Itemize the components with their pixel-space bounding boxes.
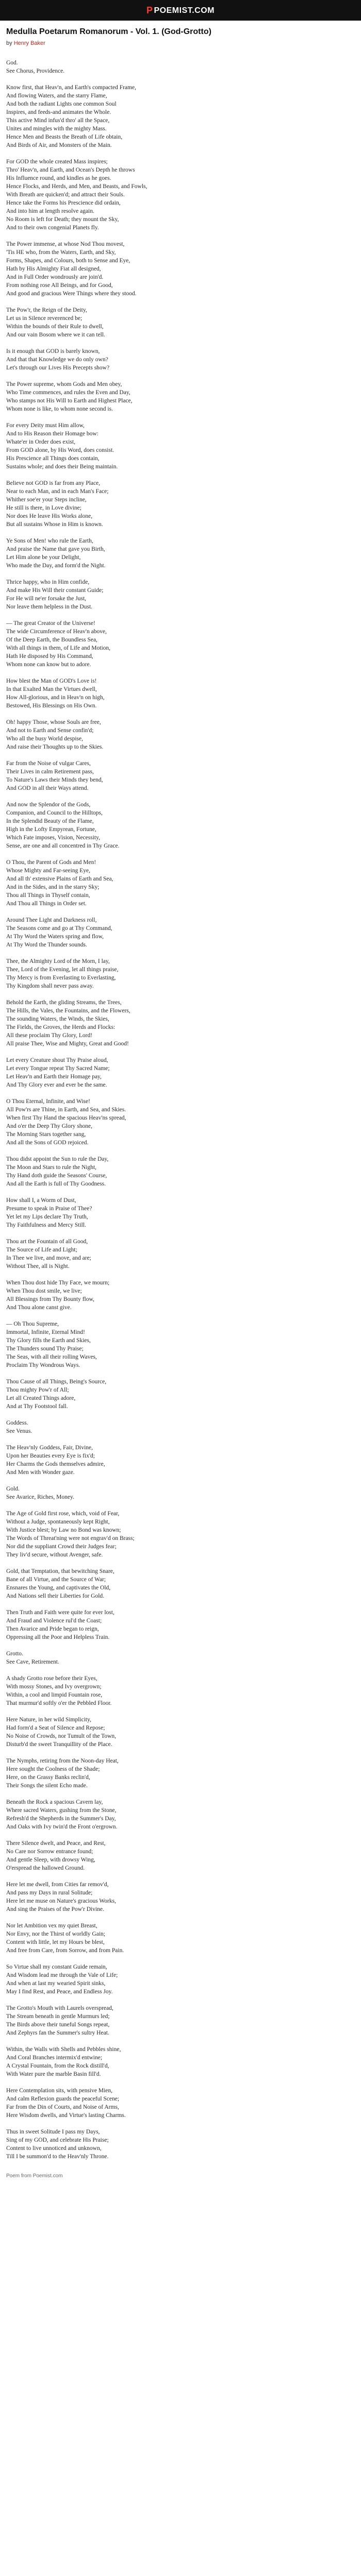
poem-line: Let all Created Things adore, [6, 1395, 76, 1401]
poem-line: 'Tis HE who, from the Waters, Earth, and Sky, [6, 249, 116, 256]
poem-line: Far from the Noise of vulgar Cares, [6, 760, 91, 767]
poem-line: Nor does He leave His Works alone, [6, 513, 93, 519]
poem-line: And now the Splendor of the Gods, [6, 802, 91, 808]
stanza [6, 1798, 347, 1831]
poem-line: No Room is left for Death; they mount the Sky, [6, 216, 119, 223]
poem-line: Upon her Beauties every Eye is fix'd; [6, 1453, 95, 1459]
poem-line: And not to Earth and Sense confin'd; [6, 727, 94, 734]
stanza [6, 83, 347, 149]
poem-line: The Source of Life and Light; [6, 1247, 77, 1253]
poem-line: And Thou alone canst give. [6, 1304, 72, 1311]
poem-line: A shady Grotto rose before their Eyes, [6, 1675, 97, 1682]
poem-line: And calm Reflexion guards the peaceful Scene; [6, 2096, 120, 2102]
poem-line: A Crystal Fountain, from the Rock distill'd, [6, 2063, 109, 2069]
poem-line: And pass my Days in rural Solitude; [6, 1890, 93, 1896]
poem-line: How All-glorious, and in Heav'n on high, [6, 694, 105, 701]
poem-line: Without a Judge, spontaneously kept Right, [6, 1519, 110, 1525]
poem-line: The Words of Threat'ning were not engrav'd on Brass; [6, 1535, 135, 1541]
poem-line: The sounding Waters, the Winds, the Skies, [6, 1016, 109, 1022]
poem-line: Thou all Things in Thyself contain, [6, 892, 90, 899]
poem-line: Hath He disposed by His Command, [6, 653, 93, 659]
poem-line: Here Nature, in her wild Simplicity, [6, 1717, 92, 1723]
stanza [6, 1444, 347, 1477]
poem-line: Then Truth and Faith were quite for ever lost, [6, 1609, 114, 1616]
poem-line: The Fields, the Groves, the Herds and Flocks: [6, 1024, 116, 1030]
poem-line: In that Exalted Man the Virtues dwell, [6, 686, 97, 692]
poem-line: The Power supreme, whom Gods and Men obey, [6, 381, 122, 387]
poem-line: And to their own congenial Planets fly. [6, 225, 99, 231]
poem-line: And Birds of Air, and Monsters of the Main. [6, 142, 112, 148]
poem-line: Who stamps not His Will to Earth and Highest Place, [6, 398, 133, 404]
poem-line: There Silence dwelt, and Peace, and Rest, [6, 1840, 106, 1846]
poem-line: For GOD the whole created Mass inspires; [6, 159, 108, 165]
stanza [6, 1650, 347, 1666]
stanza [6, 1279, 347, 1312]
poem-content [6, 27, 347, 2179]
poem-line: All praise Thee, Wise and Mighty, Great and Good! [6, 1041, 129, 1047]
stanza [6, 2004, 347, 2037]
poem-line: And praise the Name that gave you Birth, [6, 546, 105, 552]
poem-line: The Age of Gold first rose, which, void of Fear, [6, 1511, 120, 1517]
poem-line: Behold the Earth, the gliding Streams, the Trees, [6, 999, 122, 1006]
poem-line: Ye Sons of Men! who rule the Earth, [6, 538, 93, 544]
poem-line: From nothing rose All Beings, and for Good, [6, 282, 113, 289]
poem-line: See Chorus, Providence. [6, 68, 65, 74]
poem-line: Thee, the Almighty Lord of the Morn, I lay, [6, 958, 110, 964]
poem-line: Proclaim Thy Wondrous Ways. [6, 1362, 80, 1368]
poem-line: Sense, are one and all concentred in Thy Grace. [6, 843, 120, 849]
poem-line: And Oaks with Ivy twin'd the Front o'ergrown. [6, 1824, 118, 1830]
poem-line: Whose Mighty and Far-seeing Eye, [6, 868, 90, 874]
poem-line: And all th' extensive Plains of Earth and Sea, [6, 876, 113, 882]
poem-line: Far from the Din of Courts, and Noise of Arms, [6, 2104, 119, 2110]
poem-line: Let Heav'n and Earth their Homage pay, [6, 1074, 102, 1080]
stanza [6, 1378, 347, 1411]
poem-line: And Thou all Things in Order set. [6, 901, 87, 907]
poem-line: Here Contemplation sits, with pensive Mien, [6, 2088, 113, 2094]
poem-line: Is it enough that GOD is barely known, [6, 348, 100, 354]
stanza [6, 240, 347, 298]
poem-line: The Power immense, at whose Nod Thou movest, [6, 241, 125, 247]
poem-line: And sing the Praises of the Pow'r Divine. [6, 1906, 104, 1912]
site-logo-text: POEMIST.COM [154, 6, 215, 15]
poem-line: Hence take the Forms his Prescience did ordain, [6, 200, 121, 206]
stanza [6, 957, 347, 990]
poem-line: And all the Sons of GOD rejoiced. [6, 1140, 89, 1146]
poem-line: All these proclaim Thy Glory, Lord! [6, 1032, 93, 1039]
stanza [6, 1608, 347, 1641]
poem-line: Here Wisdom dwells, and Virtue's lasting Charms. [6, 2112, 126, 2119]
stanza [6, 1056, 347, 1089]
poem-line: Thou Cause of all Things, Being's Source, [6, 1379, 107, 1385]
stanza [6, 2128, 347, 2161]
stanza [6, 1238, 347, 1270]
stanza [6, 1839, 347, 1872]
poem-line: Goddess. [6, 1420, 28, 1426]
stanza [6, 1674, 347, 1707]
stanza [6, 1757, 347, 1790]
poem-line: And all the Earth is full of Thy Goodness. [6, 1181, 106, 1187]
poem-line: The Seasons come and go at Thy Command, [6, 925, 112, 931]
poem-body [6, 59, 347, 2161]
stanza [6, 998, 347, 1048]
poem-line: And in Full Order wondrously are join'd. [6, 274, 104, 280]
poem-line: Hence Men and Beasts the Breath of Life obtain, [6, 134, 123, 140]
poem-line: Bestowed, His Blessings on His Own. [6, 703, 97, 709]
poem-line: And flowing Waters, and the starry Flame, [6, 93, 107, 99]
poem-line: Here, on the Grassy Banks reclin'd, [6, 1774, 90, 1781]
poem-line: Yet let my Lips declare Thy Truth, [6, 1214, 88, 1220]
poem-line: Bane of all Virtue, and the Source of War; [6, 1577, 106, 1583]
poem-line: And when at last my wearied Spirit sinks, [6, 1980, 106, 1987]
poem-line: Nor Envy, nor the Thirst of worldly Gain; [6, 1931, 105, 1937]
poem-line: This active Mind infus'd thro' all the Space, [6, 117, 110, 124]
poem-line: Then Avarice and Pride began to reign, [6, 1626, 99, 1632]
poem-line: — Oh Thou Supreme, [6, 1321, 59, 1327]
poem-line: And in the Sides, and in the starry Sky; [6, 884, 100, 890]
stanza [6, 1485, 347, 1501]
poem-line: Nor did the suppliant Crowd their Judges fear; [6, 1544, 117, 1550]
poem-line: Who made the Day, and form'd the Night. [6, 563, 106, 569]
poem-line: Believe not GOD is far from any Place, [6, 480, 101, 486]
stanza [6, 677, 347, 710]
stanza [6, 1320, 347, 1369]
poem-line: Thou art the Fountain of all Good, [6, 1239, 88, 1245]
poem-line: With Justice blest; by Law no Bond was known; [6, 1527, 121, 1533]
poem-line: Thy Hand doth guide the Seasons' Course, [6, 1173, 107, 1179]
poem-line: O Thou, the Parent of Gods and Men! [6, 859, 96, 866]
poem-line: Companion, and Council to the Hilltops, [6, 810, 103, 816]
poem-line: All Blessings from Thy Bounty flow, [6, 1296, 94, 1302]
poem-line: The wide Circumference of Heav'n above, [6, 629, 107, 635]
poem-line: And that that Knowledge we do only own? [6, 357, 108, 363]
poem-line: The Seas, with all their rolling Waves, [6, 1354, 97, 1360]
poem-line: With all things in them, of Life and Motion, [6, 645, 111, 651]
poem-line: Grotto. [6, 1651, 23, 1657]
poem-line: For every Deity must Him allow, [6, 422, 85, 429]
poem-line: Sing of my GOD, and celebrate His Praise; [6, 2137, 109, 2143]
stanza [6, 858, 347, 908]
poem-line: The Heav'nly Goddess, Fair, Divine, [6, 1445, 93, 1451]
poem-line: Let every Creature shout Thy Praise aloud, [6, 1057, 108, 1063]
poem-line: To Nature's Laws their Minds they bend, [6, 777, 103, 783]
poem-line: Oppressing all the Poor and Helpless Train. [6, 1634, 110, 1640]
top-navigation-bar [0, 0, 361, 21]
poem-byline [6, 40, 347, 46]
poem-line: Within the bounds of their Rule to dwell, [6, 324, 104, 330]
poem-line: Without Thee, all is Night. [6, 1263, 70, 1269]
poem-line: And at Thy Footstool fall. [6, 1403, 68, 1410]
poem-line: And Zephyrs fan the Summer's sultry Heat. [6, 2030, 109, 2036]
poem-line: And to His Reason their Homage bow: [6, 431, 99, 437]
poem-line: The Pow'r, the Reign of the Deity, [6, 307, 87, 313]
poem-line: — The great Creator of the Universe! [6, 620, 95, 626]
poem-line: May I find Rest, and Peace, and Endless Joy. [6, 1989, 113, 1995]
poem-line: Thy Kingdom shall never pass away. [6, 983, 94, 989]
stanza [6, 347, 347, 372]
poem-line: See Venus. [6, 1428, 32, 1434]
poem-line: See Cave, Retirement. [6, 1659, 59, 1665]
poem-line: Ensnares the Young, and captivates the Old, [6, 1585, 111, 1591]
poem-line: No Noise of Crowds, nor Tumult of the Town, [6, 1733, 117, 1739]
poem-line: Here let me dwell, from Cities far remov'd, [6, 1882, 109, 1888]
poem-line: O Thou Eternal, Infinite, and Wise! [6, 1098, 90, 1105]
poem-line: And into him at length resolve again. [6, 208, 94, 214]
poem-line: Thee, Lord of the Evening, let all things praise, [6, 967, 119, 973]
poem-line: From GOD alone, by His Word, does consist. [6, 447, 114, 453]
poem-line: The Grotto's Mouth with Laurels overspread, [6, 2005, 113, 2011]
stanza [6, 1419, 347, 1435]
poem-line: Oh! happy Those, whose Souls are free, [6, 719, 101, 725]
stanza [6, 380, 347, 413]
poem-line: Thus in sweet Solitude I pass my Days, [6, 2129, 100, 2135]
poem-line: With Water pure the marble Basin fill'd. [6, 2071, 101, 2077]
poem-line: Inspires, and feeds-and animates the Whole. [6, 109, 111, 115]
poem-line: And Men with Wonder gaze. [6, 1469, 75, 1476]
poem-line: Thy Glory fills the Earth and Skies, [6, 1337, 91, 1344]
poem-line: And good and gracious Were Things where they stood. [6, 291, 137, 297]
poem-line: At Thy Word the Thunder sounds. [6, 942, 87, 948]
poem-line: And gentle Sleep, with drowsy Wing, [6, 1857, 95, 1863]
poem-line: His Influence round, and kindles as he goes. [6, 175, 111, 181]
poem-line: Presume to speak in Praise of Thee? [6, 1206, 92, 1212]
poem-line: The Morning Stars together sang, [6, 1131, 86, 1138]
stanza [6, 578, 347, 611]
poem-line: Till I be summon'd to the Heav'nly Throne. [6, 2154, 109, 2160]
poem-line: Where sacred Waters, gushing from the Stone, [6, 1807, 117, 1814]
poem-line: That murmur'd softly o'er the Pebbled Floor. [6, 1700, 112, 1706]
poem-line: God. [6, 60, 18, 66]
poem-line: But all sustains Whose in Him is known. [6, 521, 103, 528]
poem-line: Within, a cool and limpid Fountain rose, [6, 1692, 103, 1698]
poem-line: And both the radiant Lights one common Soul [6, 101, 117, 107]
poem-line: The Moon and Stars to rule the Night, [6, 1164, 97, 1171]
poem-line: See Avarice, Riches, Money. [6, 1494, 74, 1500]
poem-line: Forms, Shapes, and Colours, both to Sense and Eye, [6, 258, 130, 264]
poem-line: O'erspread the hallowed Ground. [6, 1865, 85, 1871]
poem-line: The Birds above their tuneful Songs repeat, [6, 2022, 110, 2028]
poem-line: Here sought the Coolness of the Shade; [6, 1766, 100, 1772]
poem-line: Thy Faithfulness and Mercy Still. [6, 1222, 86, 1228]
stanza [6, 619, 347, 669]
stanza [6, 306, 347, 339]
poem-line: How blest the Man of GOD's Love is! [6, 678, 97, 684]
stanza [6, 1963, 347, 1996]
stanza [6, 718, 347, 751]
source-note: Poem from Poemist.com [6, 2173, 63, 2179]
stanza [6, 1196, 347, 1229]
stanza [6, 158, 347, 232]
poem-line: With mossy Stones, and Ivy overgrown; [6, 1684, 102, 1690]
poem-line: Hence Flocks, and Herds, and Men, and Beasts, and Fowls, [6, 183, 147, 190]
author-link[interactable]: Henry Baker [13, 40, 45, 46]
poem-line: And make His Will their constant Guide; [6, 587, 104, 594]
poem-line: All Pow'rs are Thine, in Earth, and Sea, and Skies. [6, 1107, 126, 1113]
poem-line: He still is there, in Love divine; [6, 505, 81, 511]
site-logo[interactable] [146, 5, 215, 16]
poem-line: And Fraud and Violence rul'd the Coast; [6, 1618, 102, 1624]
poem-line: For He will ne'er forsake the Just, [6, 596, 87, 602]
poem-line: The Hills, the Vales, the Fountains, and the Flowers, [6, 1008, 130, 1014]
poem-line: Refresh'd the Shepherds in the Summer's Day, [6, 1816, 116, 1822]
stanza [6, 59, 347, 75]
poem-line: Nor leave them helpless in the Dust. [6, 604, 93, 610]
poem-line: Had form'd a Seat of Silence and Repose; [6, 1725, 105, 1731]
poem-line: When Thou dost smile, we live; [6, 1288, 82, 1294]
poem-line: In Thee we live, and move, and are; [6, 1255, 91, 1261]
poem-line: Gold. [6, 1486, 20, 1492]
poem-line: Sustains whole; and does their Being maintain. [6, 464, 118, 470]
poem-line: How shall I, a Worm of Dust, [6, 1197, 76, 1204]
poem-line: Let Him alone be your Delight, [6, 554, 81, 561]
poem-line: In the Splendid Beauty of the Flame, [6, 818, 94, 824]
poem-line: Hath by His Almighty Fiat all designed, [6, 266, 101, 272]
poem-line: Nor let Ambition vex my quiet Breast, [6, 1923, 97, 1929]
poem-line: Near to each Man, and in each Man's Face; [6, 488, 109, 495]
poem-line: Her Charms the Gods themselves admire, [6, 1461, 105, 1467]
poem-line: Whom none can know but to adore. [6, 662, 91, 668]
poem-line: Thy Mercy is from Everlasting to Everlasting, [6, 975, 116, 981]
poem-line: Their Lives in calm Retirement pass, [6, 769, 94, 775]
stanza [6, 1716, 347, 1749]
poem-line: His Prescience all Things does contain, [6, 455, 100, 462]
poem-line: Who all the busy World despise, [6, 736, 83, 742]
poem-line: Of the Deep Earth, the Boundless Sea, [6, 637, 97, 643]
poem-line: Their Songs the silent Echo made. [6, 1783, 88, 1789]
poem-line: Who Time commences, and rules the Even and Day, [6, 389, 130, 396]
poem-line: And our vain Bosom where we it can tell. [6, 332, 105, 338]
poem-line: Content with little, let my Hours be blest, [6, 1939, 105, 1945]
poem-line: No Care nor Sorrow entrance found; [6, 1849, 93, 1855]
poem-line: Immortal, Infinite, Eternal Mind! [6, 1329, 85, 1335]
poem-line: Let every Tongue repeat Thy Sacred Name; [6, 1065, 110, 1072]
poem-line: So Virtue shall my constant Guide remain, [6, 1964, 107, 1970]
poem-line: Whither soe'er your Steps incline, [6, 497, 87, 503]
poem-line: And Coral Branches intermix'd entwine; [6, 2055, 103, 2061]
poem-line: Unites and mingles with the mighty Mass. [6, 126, 107, 132]
stanza [6, 916, 347, 949]
poem-line: Thou mighty Pow'r of All; [6, 1387, 69, 1393]
poem-line: The Stream beneath in gentle Murmurs led; [6, 2013, 110, 2020]
poem-line: Thro' Heav'n, and Earth, and Ocean's Depth he throws [6, 167, 135, 173]
poem-line: With Breath are quicken'd; and attract their Souls. [6, 192, 125, 198]
stanza [6, 1510, 347, 1559]
stanza [6, 537, 347, 570]
poem-line: Disturb'd the sweet Tranquillity of the Place. [6, 1741, 112, 1748]
poem-line: Around Thee Light and Darkness roll, [6, 917, 97, 923]
poem-line: And Thy Glory ever and ever be the same. [6, 1082, 107, 1088]
poem-line: Let us in Silence reverenced be; [6, 315, 83, 321]
poem-line: And Wisdom lead me through the Vale of Life; [6, 1972, 118, 1978]
poem-line: Whom none is like, to whom none second is. [6, 406, 113, 412]
stanza [6, 1567, 347, 1600]
poem-line: And GOD in all their Ways attend. [6, 785, 89, 791]
poemist-logo-mark-icon: P [146, 5, 153, 15]
poem-line: The Thunders sound Thy Praise; [6, 1346, 84, 1352]
stanza [6, 1880, 347, 1913]
poem-line: Thou didst appoint the Sun to rule the Day, [6, 1156, 109, 1162]
poem-line: Let's through our Lives His Precepts show? [6, 365, 110, 371]
stanza [6, 2087, 347, 2120]
poem-title: Medulla Poetarum Romanorum - Vol. 1. (God-Grotto) [6, 27, 211, 36]
poem-line: And raise their Thoughts up to the Skies. [6, 744, 104, 750]
stanza [6, 479, 347, 529]
poem-line: And o'er the Deep Thy Glory shone, [6, 1123, 92, 1129]
stanza [6, 801, 347, 850]
poem-line: Thrice happy, who in Him confide, [6, 579, 90, 585]
poem-line: Beneath the Rock a spacious Cavern lay, [6, 1799, 103, 1805]
poem-line: At Thy Word the Waters spring and flow, [6, 934, 104, 940]
poem-line: And Nations sell their Liberties for Gold. [6, 1593, 105, 1599]
stanza [6, 1097, 347, 1147]
stanza [6, 759, 347, 792]
poem-line: Know first, that Heav'n, and Earth's compacted Frame, [6, 84, 136, 91]
byline-prefix: by [6, 40, 12, 46]
stanza [6, 421, 347, 471]
poem-line: Whate'er in Order does exist, [6, 439, 75, 445]
poem-line: High in the Lofty Empyrean, Fortune, [6, 826, 96, 833]
stanza [6, 1922, 347, 1955]
stanza [6, 1155, 347, 1188]
poem-line: Which Fate imposes, Vision, Necessity, [6, 835, 101, 841]
poem-line: And free from Care, from Sorrow, and from Pain. [6, 1947, 124, 1954]
stanza [6, 2045, 347, 2078]
poem-line: Content to live unnoticed and unknown, [6, 2145, 102, 2151]
poem-line: When Thou dost hide Thy Face, we mourn; [6, 1280, 110, 1286]
poem-line: When first Thy Hand the spacious Heav'ns spread, [6, 1115, 126, 1121]
poem-line: Here let me muse on Nature's gracious Works, [6, 1898, 116, 1904]
poem-line: The Nymphs, retiring from the Noon-day Heat, [6, 1758, 119, 1764]
poem-line: They liv'd secure, without Avenger, safe. [6, 1552, 103, 1558]
poem-line: Within, the Walls with Shells and Pebbles shine, [6, 2046, 121, 2053]
poem-line: Gold, that Temptation, that bewitching Snare, [6, 1568, 114, 1574]
